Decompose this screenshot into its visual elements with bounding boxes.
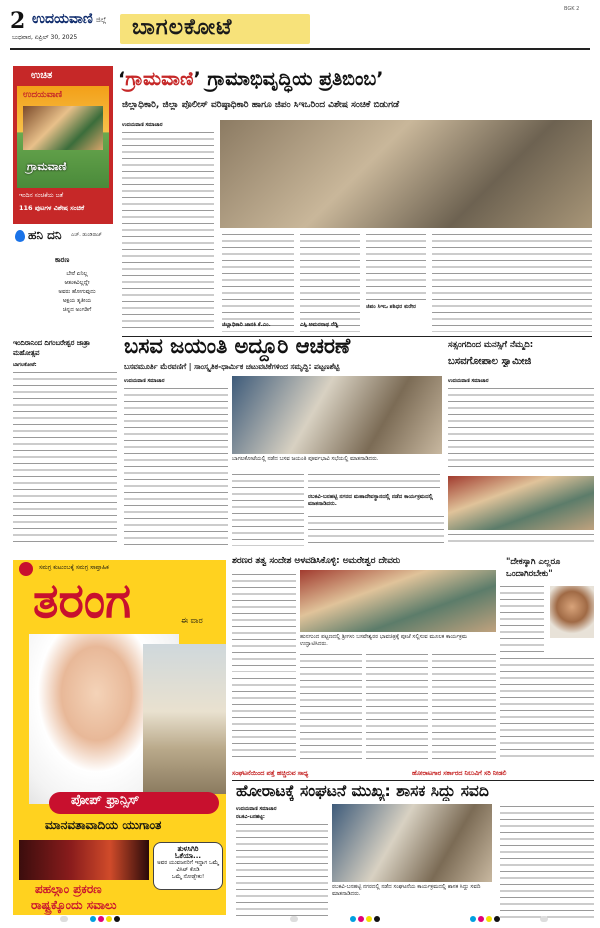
satsanga-photo xyxy=(448,476,594,530)
reg-dot xyxy=(350,916,356,922)
taranga-bottom2: ರಾಷ್ಟ್ರಕ್ಕೊಂದು ಸವಾಲು xyxy=(31,898,117,912)
basava-dateline: ಉದಯವಾಣಿ ಸಮಾಚಾರ xyxy=(124,378,165,384)
pahalgam-image xyxy=(19,840,149,880)
taranga-tagline: ಮಾನವತಾವಾದಿಯ ಯುಗಾಂತ xyxy=(45,818,162,832)
hanidani-line: ಬೇರೆ ಏನಿಲ್ಲ xyxy=(66,271,88,277)
taranga-bubble xyxy=(153,842,223,890)
hanidani-drop-icon xyxy=(15,230,25,242)
section-title: ಬಾಗಲಕೋಟೆ xyxy=(132,15,233,40)
sharana-body-col4 xyxy=(366,652,428,762)
sharana-body-col1 xyxy=(232,572,296,672)
promo-paper: ಉದಯವಾಣಿ xyxy=(23,90,63,100)
horata-dateline: ಉದಯವಾಣಿ ಸಮಾಚಾರ xyxy=(236,806,277,812)
hanidani-line: ಅವರು ಹೋಗುವುದು xyxy=(58,289,96,295)
bubble-line: ತುಳಸಿಗಿರಿ xyxy=(177,845,199,853)
rabkavi-caption: ರಬಕವಿ-ಬನಹಟ್ಟಿ ನಗರದ ಮಹಾದೇವಸ್ಥಾನದಲ್ಲಿ ನಡೆದ ಕಾರ್ಯಕ್ರಮದಲ್ಲಿ ಮಾತನಾಡಿದರು. xyxy=(308,494,433,507)
dekkas-portrait xyxy=(550,586,594,638)
reg-dot xyxy=(470,916,476,922)
promo-crowd-image xyxy=(23,106,103,150)
sharana-headline: ಶರಣರ ತತ್ವ ಸಂದೇಶ ಅಳವಡಿಸಿಕೊಳ್ಳಿ: ಅಮರೇಶ್ವರ ದೇವರು xyxy=(232,556,401,566)
basava-body-col3 xyxy=(308,472,440,490)
masthead xyxy=(0,0,600,62)
reg-dot xyxy=(540,916,548,922)
sharana-body-col2 xyxy=(232,676,296,762)
reg-dot xyxy=(290,916,298,922)
promo-supplement-title: ಗ್ರಾಮವಾಣಿ xyxy=(27,160,67,173)
lead-caption-2: ಎಸ್ಪಿ ಅಮರನಾಥ ರೆಡ್ಡಿ xyxy=(300,322,339,328)
hanidani-line: ಚಿನ್ನದ ಅಂಗಡಿಗೆ xyxy=(62,307,92,313)
bubble-line: ಓಕೆಯಾ... xyxy=(174,852,202,860)
reg-dot xyxy=(358,916,364,922)
sharana-body-col5 xyxy=(432,652,496,762)
taranga-ad xyxy=(13,560,226,915)
corner-code: BGK 2 xyxy=(564,6,580,12)
lead-headline: ‘ಗ್ರಾಮವಾಣಿ’ ಗ್ರಾಮಾಭಿವೃದ್ಧಿಯ ಪ್ರತಿಬಿಂಬ’ xyxy=(118,68,384,90)
basava-headline: ಬಸವ ಜಯಂತಿ ಅದ್ದೂರಿ ಆಚರಣೆ xyxy=(124,334,351,358)
promo-badge: ಉಚಿತ xyxy=(31,70,53,81)
satsanga-caption-lines xyxy=(448,532,594,546)
lead-body-col2 xyxy=(222,232,294,332)
hanidani-poem xyxy=(41,270,113,315)
horata-headline: ಹೋರಾಟಕ್ಕೆ ಸಂಘಟನೆ ಮುಖ್ಯ: ಶಾಸಕ ಸಿದ್ದು ಸವದಿ xyxy=(236,782,489,800)
lead-dateline: ಉದಯವಾಣಿ ಸಮಾಚಾರ xyxy=(122,122,163,128)
dekkas-headline: "ದೇಕಸ್ಕಾಗಿ ಎಲ್ಲರೂ ಒಂದಾಗಿರಬೇಕು" xyxy=(506,557,561,579)
horata-place: ರಬಕವಿ-ಬನಹಟ್ಟಿ: xyxy=(236,814,265,820)
horata-photo xyxy=(332,804,492,882)
satsanga-subhead: ಬಸವಗೋಪಾಲ ಸ್ವಾಮೀಜಿ xyxy=(448,356,532,367)
promo-line1: ಇಂದಿನ ಸಂಚಿಕೆಯ ಜತೆ xyxy=(19,192,64,199)
hanidani-line: ಅಕ್ಷಯ ತೃತೀಯ xyxy=(62,298,92,304)
promo-line2: 116 ಪುಟಗಳ ವಿಶೇಷ ಸಂಚಿಕೆ xyxy=(19,204,85,212)
reg-dot xyxy=(106,916,112,922)
reg-dot xyxy=(60,916,68,922)
reg-dot xyxy=(374,916,380,922)
hanidani-box xyxy=(13,228,113,332)
promo-box xyxy=(13,66,113,224)
lead-caption-1: ಜಿಲ್ಲಾಧಿಕಾರಿ ಜಾನಕಿ ಕೆ.ಎಂ. xyxy=(222,322,271,328)
horata-body-col1 xyxy=(236,822,328,918)
hanidani-title: ಹನಿ ದನಿ xyxy=(28,228,62,242)
taranga-bottom1: ಪಹಲ್ಗಾಂ ಪ್ರಕರಣ xyxy=(35,882,102,896)
masthead-rule xyxy=(10,48,590,50)
paper-name: ಉದಯವಾಣಿ xyxy=(32,11,93,27)
horata-photo-caption: ರಬಕವಿ-ಬನಹಟ್ಟಿ ನಗರದಲ್ಲಿ ನಡೆದ ಸಂಘಟನೆಯ ಕಾರ್ಯಕ್ರಮದಲ್ಲಿ ಶಾಸಕ ಸಿದ್ದು ಸವದಿ ಮಾತನಾಡಿದರು. xyxy=(332,884,481,897)
lead-caption-3: ಜಿಪಂ ಸಿಇಒ ಶಶಿಧರ ಕುರೇರ xyxy=(366,304,416,310)
lead-headline-rest: ಗ್ರಾಮಾಭಿವೃದ್ಧಿಯ ಪ್ರತಿಬಿಂಬ xyxy=(207,68,377,90)
strip-right: ಹೋರಾಟಗಾರ ಸರ್ಕಾರದ ನಿಲುವಿಗೆ ಸರಿ ನೀಡಲಿ xyxy=(412,770,507,777)
basava-body-col2 xyxy=(232,472,304,546)
satsanga-dateline: ಉದಯವಾಣಿ ಸಮಾಚಾರ xyxy=(448,378,489,384)
lead-photo xyxy=(220,120,592,228)
hanidani-byline: ಎಚ್. ಡುಂಡಿರಾಜ್ xyxy=(71,232,102,238)
taranga-logo-icon xyxy=(19,562,33,576)
edition-suffix: ಜಿಲ್ಲೆ xyxy=(96,16,107,24)
registration-marks xyxy=(0,916,600,926)
lead-headline-quoted: ಗ್ರಾಮವಾಣಿ xyxy=(125,68,194,90)
reg-dot xyxy=(494,916,500,922)
reg-dot xyxy=(90,916,96,922)
date-line: ಬುಧವಾರ, ಏಪ್ರಿಲ್ 30, 2025 xyxy=(12,34,78,41)
hanidani-line: ಆತಂಕವಿಲ್ಲದ್ದೇ xyxy=(64,280,90,286)
vatican-image xyxy=(143,644,226,794)
dekkas-body-col1 xyxy=(500,584,544,654)
indira-dateline: ಬಾಗಲಕೋಟೆ: xyxy=(13,362,37,368)
reg-dot xyxy=(486,916,492,922)
indira-headline: ಇಂದಿರಾನಿಂದ ದಿಗಂಬರೇಶ್ವರ ಜಾತ್ರಾ ಮಹೋತ್ಸವ xyxy=(13,339,91,357)
sharana-photo-caption: ಹುನಗುಂದ ಪಟ್ಟಣದಲ್ಲಿ ಶ್ರೀಗಳು ಬಸವೇಶ್ವರರ ಭಾವಚಿತ್ರಕ್ಕೆ ಪೂಜೆ ಸಲ್ಲಿಸುವ ಮೂಲಕ ಕಾರ್ಯಕ್ರಮ ಉದ್ಘಾಟಿಸಿದರು. xyxy=(300,634,468,647)
lead-subhead: ಜಿಲ್ಲಾಧಿಕಾರಿ, ಜಿಲ್ಲಾ ಪೊಲೀಸ್ ವರಿಷ್ಠಾಧಿಕಾರಿ ಹಾಗೂ ಜಿಪಂ ಸಿಇಒರಿಂದ ವಿಶೇಷ ಸಂಚಿಕೆ ಬಿಡುಗಡೆ xyxy=(122,100,400,110)
basava-body-col4 xyxy=(308,514,444,546)
dekkas-body-col2 xyxy=(500,656,594,762)
reg-dot xyxy=(478,916,484,922)
satsanga-headline: ಸತ್ಸಂಗದಿಂದ ಮನಸ್ಸಿಗೆ ನೆಮ್ಮದಿ: xyxy=(448,340,534,350)
bubble-line: ಅವರ ಯುವಜನರಿಗೆ ಇದ್ದಾಗ ಒಮ್ಮೆ ವಿಸಿಟ್ ಕೊಡಿ xyxy=(157,860,219,873)
taranga-title: ತರಂಗ xyxy=(33,573,132,629)
basava-photo-caption: ಬಾಗಲಕೋಟೆಯಲ್ಲಿ ನಡೆದ ಬಸವ ಜಯಂತಿ ಪೂರ್ವಭಾವಿ ಸಭೆಯಲ್ಲಿ ಮಾತನಾಡಿದರು. xyxy=(232,456,379,462)
strip-left: ಸಂಘಟನೆಯಿಂದ ಪತ್ತೆ ಹಚ್ಚಿರುವ ಸಾಧ್ಯ xyxy=(232,770,309,777)
page-number: 2 xyxy=(10,8,26,34)
taranga-sub: ಈ ವಾರ xyxy=(181,616,203,625)
sharana-body-col3 xyxy=(300,652,362,762)
promo-cover xyxy=(17,86,109,188)
indira-body xyxy=(13,370,117,546)
basava-subhead: ಬಸವಮೂರ್ತಿ ಮೆರವಣಿಗೆ | ಸಾಂಸ್ಕೃತಿಕ-ಧಾರ್ಮಿಕ ಚಟುವಟಿಕೆಗಳಿಂದ ಸಮೃದ್ಧಿ: ಪಟ್ಟಣಶೆಟ್ಟಿ xyxy=(124,362,340,371)
satsanga-body xyxy=(448,386,594,472)
reg-dot xyxy=(366,916,372,922)
reg-dot xyxy=(98,916,104,922)
bubble-line: ಒಮ್ಮೆ ನೋಡ್ಬೇಕು! xyxy=(171,874,205,880)
taranga-tag: ಸಮಗ್ರ ಕುಟುಂಬಕ್ಕೆ ಸಮಗ್ರ ಸಾಪ್ತಾಹಿಕ xyxy=(39,564,109,571)
lead-body-col1 xyxy=(122,130,214,330)
lead-body-col4 xyxy=(366,232,426,302)
lead-body-col5 xyxy=(432,232,592,332)
taranga-ribbon-text: ಪೋಪ್ ಫ್ರಾನ್ಸಿಸ್ xyxy=(71,793,140,808)
sharana-photo xyxy=(300,570,496,632)
horata-body-col2 xyxy=(500,804,594,918)
basava-body-col1 xyxy=(124,386,228,546)
reg-dot xyxy=(114,916,120,922)
hanidani-heading: ಕಾರಣ xyxy=(55,256,70,264)
basava-photo xyxy=(232,376,442,454)
strip-rule xyxy=(232,780,594,781)
lead-body-col3 xyxy=(300,232,360,332)
